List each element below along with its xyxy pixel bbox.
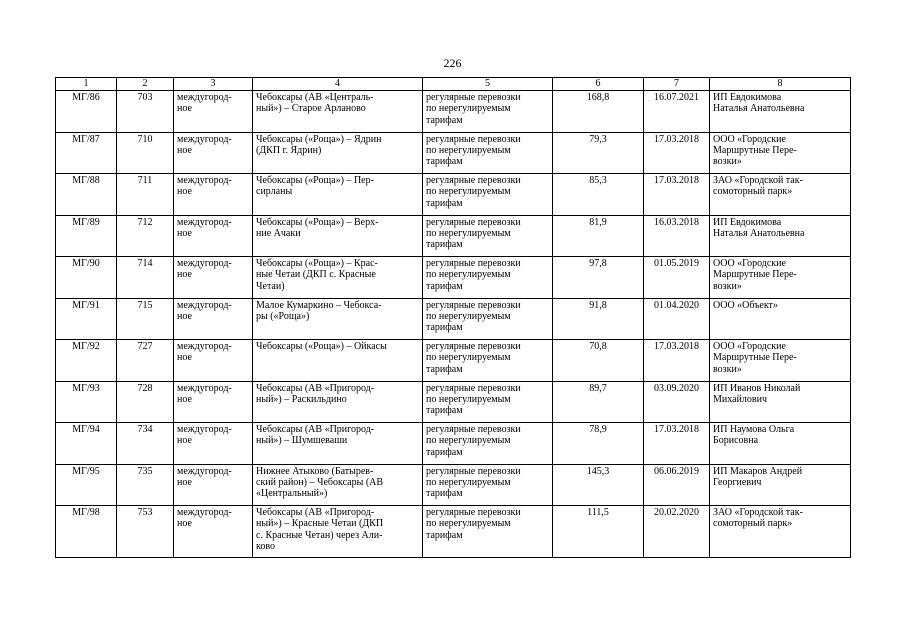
transport-kind-cell: регулярные перевозки по нерегулируемым тарифам [423,174,553,216]
routes-table [55,77,851,558]
carrier-cell: ООО «Городские Маршрутные Пере- возки» [710,257,851,299]
route-path-cell: Малое Кумаркино – Чебокса- ры («Роща») [253,298,423,340]
route-type-cell: междугород- ное [174,132,253,174]
route-code-cell: МГ/94 [56,423,117,465]
column-header: 5 [423,78,553,91]
route-length-cell: 168,8 [553,91,644,133]
carrier-cell: ООО «Объект» [710,298,851,340]
route-code-cell: МГ/92 [56,340,117,382]
route-length-cell: 85,3 [553,174,644,216]
table-row [56,132,851,174]
route-number-cell: 715 [117,298,174,340]
transport-kind-cell: регулярные перевозки по нерегулируемым тарифам [423,464,553,506]
table-row [56,340,851,382]
route-path-cell: Чебоксары («Роща») – Ойкасы [253,340,423,382]
carrier-cell: ИП Макаров Андрей Георгиевич [710,464,851,506]
table-row [56,174,851,216]
table-row [56,298,851,340]
start-date-cell: 20.02.2020 [644,506,710,558]
route-length-cell: 111,5 [553,506,644,558]
transport-kind-cell: регулярные перевозки по нерегулируемым тарифам [423,506,553,558]
route-path-cell: Нижнее Атыково (Батырев- ский район) – Чебоксары (АВ «Центральный») [253,464,423,506]
route-number-cell: 703 [117,91,174,133]
column-header: 6 [553,78,644,91]
route-type-cell: междугород- ное [174,506,253,558]
page-number: 226 [443,56,462,70]
start-date-cell: 03.09.2020 [644,381,710,423]
table-row [56,91,851,133]
route-type-cell: междугород- ное [174,257,253,299]
route-length-cell: 70,8 [553,340,644,382]
transport-kind-cell: регулярные перевозки по нерегулируемым тарифам [423,91,553,133]
route-length-cell: 78,9 [553,423,644,465]
route-path-cell: Чебоксары («Роща») – Крас- ные Четаи (ДКП с. Красные Четаи) [253,257,423,299]
route-length-cell: 91,8 [553,298,644,340]
route-number-cell: 712 [117,215,174,257]
carrier-cell: ООО «Городские Маршрутные Пере- возки» [710,132,851,174]
route-type-cell: междугород- ное [174,298,253,340]
carrier-cell: ЗАО «Городской так- сомоторный парк» [710,506,851,558]
route-type-cell: междугород- ное [174,423,253,465]
start-date-cell: 06.06.2019 [644,464,710,506]
route-length-cell: 89,7 [553,381,644,423]
route-code-cell: МГ/91 [56,298,117,340]
transport-kind-cell: регулярные перевозки по нерегулируемым тарифам [423,423,553,465]
carrier-cell: ООО «Городские Маршрутные Пере- возки» [710,340,851,382]
header-row [56,78,851,91]
start-date-cell: 17.03.2018 [644,340,710,382]
table-row [56,215,851,257]
start-date-cell: 17.03.2018 [644,132,710,174]
route-code-cell: МГ/93 [56,381,117,423]
start-date-cell: 17.03.2018 [644,423,710,465]
route-number-cell: 727 [117,340,174,382]
column-header: 7 [644,78,710,91]
route-path-cell: Чебоксары («Роща») – Верх- ние Ачаки [253,215,423,257]
route-code-cell: МГ/98 [56,506,117,558]
route-path-cell: Чебоксары (АВ «Пригород- ный») – Шумшеваши [253,423,423,465]
route-type-cell: междугород- ное [174,340,253,382]
route-code-cell: МГ/89 [56,215,117,257]
route-length-cell: 79,3 [553,132,644,174]
carrier-cell: ИП Евдокимова Наталья Анатольевна [710,215,851,257]
route-code-cell: МГ/95 [56,464,117,506]
transport-kind-cell: регулярные перевозки по нерегулируемым тарифам [423,340,553,382]
transport-kind-cell: регулярные перевозки по нерегулируемым тарифам [423,381,553,423]
carrier-cell: ИП Евдокимова Наталья Анатольевна [710,91,851,133]
route-path-cell: Чебоксары (АВ «Централь- ный») – Старое Арланово [253,91,423,133]
carrier-cell: ИП Наумова Ольга Борисовна [710,423,851,465]
route-number-cell: 711 [117,174,174,216]
route-type-cell: междугород- ное [174,91,253,133]
table-row [56,423,851,465]
route-length-cell: 81,9 [553,215,644,257]
route-length-cell: 97,8 [553,257,644,299]
carrier-cell: ЗАО «Городской так- сомоторный парк» [710,174,851,216]
route-code-cell: МГ/86 [56,91,117,133]
route-number-cell: 728 [117,381,174,423]
route-type-cell: междугород- ное [174,381,253,423]
column-header: 1 [56,78,117,91]
route-path-cell: Чебоксары (АВ «Пригород- ный») – Раскильдино [253,381,423,423]
route-number-cell: 735 [117,464,174,506]
table-row [56,381,851,423]
route-code-cell: МГ/90 [56,257,117,299]
start-date-cell: 16.03.2018 [644,215,710,257]
transport-kind-cell: регулярные перевозки по нерегулируемым тарифам [423,132,553,174]
table-row [56,257,851,299]
route-type-cell: междугород- ное [174,174,253,216]
route-path-cell: Чебоксары («Роща») – Ядрин (ДКП г. Ядрин) [253,132,423,174]
table-row [56,506,851,558]
route-type-cell: междугород- ное [174,464,253,506]
start-date-cell: 01.04.2020 [644,298,710,340]
start-date-cell: 17.03.2018 [644,174,710,216]
route-type-cell: междугород- ное [174,215,253,257]
carrier-cell: ИП Иванов Николай Михайлович [710,381,851,423]
column-header: 2 [117,78,174,91]
route-length-cell: 145,3 [553,464,644,506]
route-path-cell: Чебоксары («Роща») – Пер- сирланы [253,174,423,216]
route-number-cell: 714 [117,257,174,299]
start-date-cell: 01.05.2019 [644,257,710,299]
route-number-cell: 753 [117,506,174,558]
route-number-cell: 710 [117,132,174,174]
transport-kind-cell: регулярные перевозки по нерегулируемым тарифам [423,257,553,299]
column-header: 3 [174,78,253,91]
route-code-cell: МГ/87 [56,132,117,174]
route-path-cell: Чебоксары (АВ «Пригород- ный») – Красные Четаи (ДКП с. Красные Четан) через Али- ково [253,506,423,558]
route-number-cell: 734 [117,423,174,465]
start-date-cell: 16.07.2021 [644,91,710,133]
route-code-cell: МГ/88 [56,174,117,216]
column-header: 8 [710,78,851,91]
transport-kind-cell: регулярные перевозки по нерегулируемым тарифам [423,215,553,257]
transport-kind-cell: регулярные перевозки по нерегулируемым тарифам [423,298,553,340]
table-row [56,464,851,506]
column-header: 4 [253,78,423,91]
